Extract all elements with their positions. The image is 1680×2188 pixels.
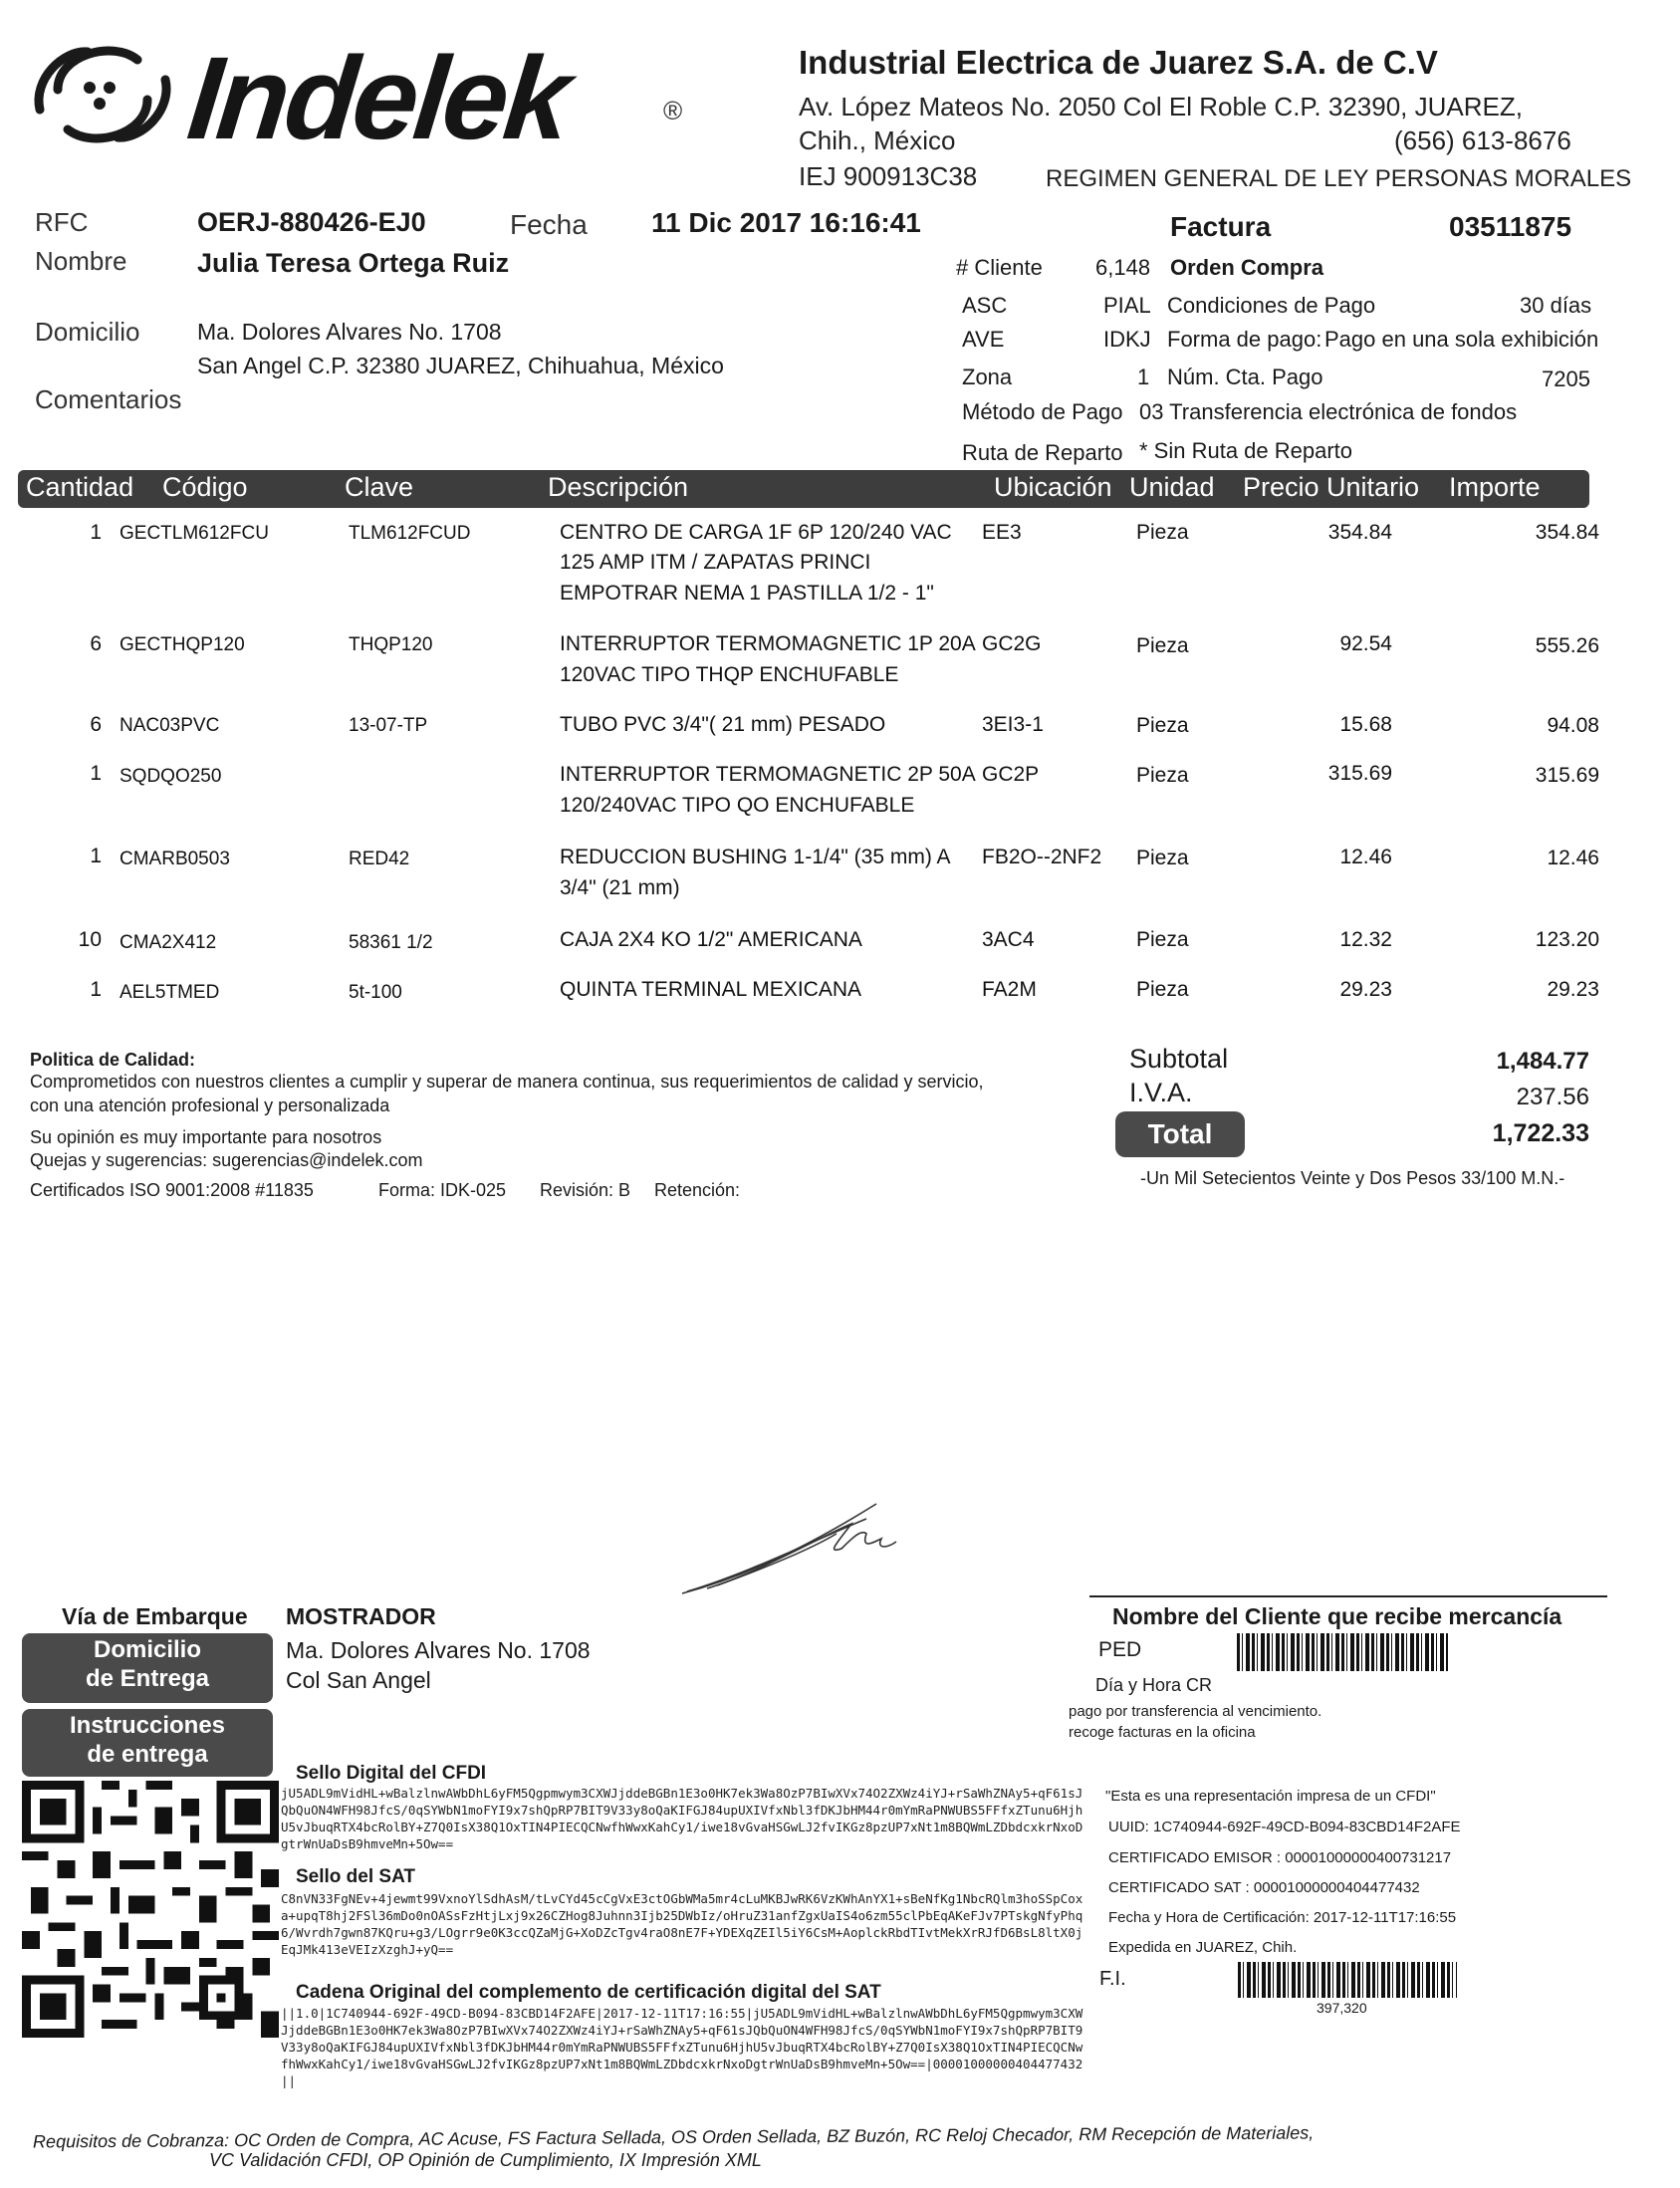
company-address-line1: Av. López Mateos No. 2050 Col El Roble C.P. 32390, JUAREZ,	[799, 92, 1523, 122]
policy-line4: Quejas y sugerencias: sugerencias@indelek.com	[30, 1150, 423, 1170]
row-precio: 12.46	[1339, 846, 1392, 868]
policy-line1: Comprometidos con nuestros clientes a cumplir y superar de manera continua, sus requerimientos de calidad y servicio,	[30, 1072, 984, 1092]
cliente-number: 6,148	[1095, 255, 1151, 280]
row-unidad: Pieza	[1136, 634, 1189, 657]
domicilio-entrega-line2: de Entrega	[85, 1665, 210, 1692]
fi-label: F.I.	[1099, 1968, 1126, 1990]
fi-barcode	[1238, 1962, 1457, 1998]
instrucciones-entrega-badge	[22, 1709, 273, 1777]
col-precio-unitario: Precio Unitario	[1243, 472, 1420, 502]
qr-code-icon	[22, 1781, 279, 2038]
customer-address-line1: Ma. Dolores Alvares No. 1708	[197, 319, 502, 345]
subtotal-label: Subtotal	[1129, 1044, 1229, 1074]
forma-pago-value: Pago en una sola exhibición	[1324, 327, 1599, 352]
subtotal-value: 1,484.77	[1496, 1048, 1589, 1075]
customer-rfc: OERJ-880426-EJ0	[197, 207, 426, 237]
row-ubicacion: 3EI3-1	[982, 713, 1044, 736]
comentarios-label: Comentarios	[35, 384, 182, 414]
signature-icon	[677, 1494, 916, 1603]
orden-compra-label: Orden Compra	[1170, 255, 1324, 280]
total-value: 1,722.33	[1492, 1119, 1589, 1147]
row-desc-line2: 120/240VAC TIPO QO ENCHUFABLE	[560, 794, 915, 817]
row-desc-line2: 3/4" (21 mm)	[560, 876, 680, 899]
customer-address-line2: San Angel C.P. 32380 JUAREZ, Chihuahua, México	[197, 353, 724, 378]
row-precio: 12.32	[1339, 928, 1392, 951]
customer-name: Julia Teresa Ortega Ruiz	[197, 248, 510, 278]
row-code: GECTHQP120	[120, 634, 245, 655]
metodo-value: 03 Transferencia electrónica de fondos	[1139, 399, 1518, 424]
company-logo-text: Indelek	[182, 33, 574, 164]
asc-label: ASC	[962, 293, 1008, 318]
shipping-address-line2: Col San Angel	[286, 1667, 431, 1693]
row-unidad: Pieza	[1136, 764, 1189, 787]
ave-value: IDKJ	[1103, 327, 1151, 352]
row-unidad: Pieza	[1136, 714, 1189, 737]
row-unidad: Pieza	[1136, 978, 1189, 1001]
row-qty: 1	[90, 521, 102, 544]
nombre-label: Nombre	[35, 246, 127, 276]
company-phone: (656) 613-8676	[1394, 125, 1571, 155]
row-code: AEL5TMED	[120, 982, 220, 1003]
policy-title: Politica de Calidad:	[30, 1050, 196, 1070]
row-importe: 123.20	[1535, 928, 1599, 951]
domicilio-label: Domicilio	[35, 317, 140, 347]
row-code: GECTLM612FCU	[120, 523, 269, 544]
col-unidad: Unidad	[1129, 472, 1215, 502]
row-code: SQDQO250	[120, 766, 222, 787]
col-ubicacion: Ubicación	[994, 472, 1112, 502]
instrucciones-line1: Instrucciones	[69, 1712, 226, 1739]
row-desc-line1: QUINTA TERMINAL MEXICANA	[560, 978, 861, 1001]
indelek-logo-icon	[18, 30, 197, 159]
row-importe: 555.26	[1535, 634, 1599, 657]
row-qty: 1	[90, 762, 102, 785]
row-ubicacion: GC2G	[982, 632, 1042, 655]
total-label: Total	[1115, 1111, 1245, 1157]
row-qty: 10	[78, 928, 102, 951]
row-importe: 94.08	[1547, 714, 1599, 737]
cuenta-label: Núm. Cta. Pago	[1167, 365, 1323, 389]
row-importe: 315.69	[1535, 764, 1599, 787]
row-qty: 6	[90, 713, 102, 736]
row-precio: 315.69	[1327, 762, 1392, 785]
col-codigo: Código	[162, 472, 248, 502]
domicilio-entrega-line1: Domicilio	[93, 1636, 201, 1663]
policy-line2: con una atención profesional y personalizada	[30, 1095, 390, 1115]
dia-hora-label: Día y Hora CR	[1095, 1675, 1213, 1695]
row-ubicacion: FA2M	[982, 978, 1037, 1001]
row-clave: 58361 1/2	[349, 932, 433, 953]
footer-line2: VC Validación CFDI, OP Opinión de Cumplimiento, IX Impresión XML	[209, 2150, 762, 2170]
row-desc-line2: 120VAC TIPO THQP ENCHUFABLE	[560, 663, 899, 686]
col-descripcion: Descripción	[548, 472, 689, 502]
row-desc-line3: EMPOTRAR NEMA 1 PASTILLA 1/2 - 1"	[560, 582, 934, 605]
row-precio: 15.68	[1339, 713, 1392, 736]
row-precio: 354.84	[1327, 521, 1392, 544]
receiver-note2: recoge facturas en la oficina	[1069, 1724, 1256, 1741]
iva-label: I.V.A.	[1129, 1078, 1193, 1107]
row-clave: THQP120	[349, 634, 433, 655]
via-embarque-value: MOSTRADOR	[286, 1603, 436, 1629]
row-code: CMARB0503	[120, 849, 230, 869]
row-importe: 354.84	[1535, 521, 1599, 544]
row-desc-line1: TUBO PVC 3/4"( 21 mm) PESADO	[560, 713, 886, 736]
cadena-original-value: ||1.0|1C740944-692F-49CD-B094-83CBD14F2AFE|2017-12-11T17:16:55|jU5ADL9mVidHL+wBalzlnwAWbDhL6yFM5Qgpmwym3CXWJjddeBGBn1E3o0HK7ek3Wa8OzP7BIwXVx74O2ZXWz4iYJ+rSaWhZNAy5+qF61sJQbQuON4WFH98JfcS/0qSYWbN1moFYI9x7shQpRP7BIT9V33y8oQaKIFGJ84upUXIVfxNbl3fDKJbHM44r0mYmRaPNWUBS5FFfxZTunu6HjhU5vJbuqRTX4bcRolBY+Z7Q0IsX38Q1OxTIN4PIECQCNwfhWwxKahCy1/iwe18vGvaHSGwLJ2fvIKGz8pzUP7xNt1m8BQWmLZDbdcxkrNxoDgtrWnUaDsB9hmveMn+5Ow==|00001000000404477432||	[281, 2006, 1083, 2088]
row-unidad: Pieza	[1136, 521, 1189, 544]
col-cantidad: Cantidad	[26, 472, 134, 502]
total-in-words: -Un Mil Setecientos Veinte y Dos Pesos 33/100 M.N.-	[1140, 1168, 1565, 1188]
company-address-line2: Chih., México	[799, 125, 956, 155]
iso-cert: Certificados ISO 9001:2008 #11835	[30, 1180, 314, 1200]
cliente-label: # Cliente	[956, 255, 1043, 280]
shipping-address-line1: Ma. Dolores Alvares No. 1708	[286, 1637, 591, 1663]
row-qty: 1	[90, 978, 102, 1001]
company-rfc: IEJ 900913C38	[799, 161, 978, 191]
row-clave: 13-07-TP	[349, 715, 428, 736]
fi-number: 397,320	[1317, 2000, 1367, 2016]
row-importe: 12.46	[1547, 847, 1599, 869]
sello-cfdi-value: jU5ADL9mVidHL+wBalzlnwAWbDhL6yFM5Qgpmwym3CXWJjddeBGBn1E3o0HK7ek3Wa8OzP7BIwXVx74O2ZXWz4iYJ+rSaWhZNAy5+qF61sJQbQuON4WFH98JfcS/0qSYWbN1moFYI9x7shQpRP7BIT9V33y8oQaKIFGJ84upUXIVfxNbl3fDKJbHM44r0mYmRaPNWUBS5FFfxZTunu6HjhU5vJbuqRTX4bcRolBY+Z7Q0IsX38Q1OxTIN4PIECQCNwfhWwxKahCy1/iwe18vGvaHSGwLJ2fvIKGz8pzUP7xNt1m8BQWmLZDbdcxkrNxoDgtrWnUaDsB9hmveMn+5Ow==	[281, 1786, 1083, 1851]
fecha-certificacion: Fecha y Hora de Certificación: 2017-12-11T17:16:55	[1108, 1909, 1457, 1926]
receiver-divider	[1089, 1595, 1607, 1597]
row-precio: 29.23	[1339, 978, 1392, 1001]
row-importe: 29.23	[1547, 978, 1599, 1001]
receiver-title: Nombre del Cliente que recibe mercancía	[1112, 1603, 1562, 1629]
zona-label: Zona	[962, 365, 1013, 389]
cfdi-uuid: UUID: 1C740944-692F-49CD-B094-83CBD14F2AFE	[1108, 1819, 1461, 1835]
row-clave: 5t-100	[349, 982, 402, 1003]
instrucciones-line2: de entrega	[87, 1741, 208, 1768]
row-unidad: Pieza	[1136, 847, 1189, 869]
row-clave: RED42	[349, 849, 410, 869]
row-desc-line2: 125 AMP ITM / ZAPATAS PRINCI	[560, 551, 871, 574]
forma-pago-label: Forma de pago:	[1167, 327, 1322, 352]
ave-label: AVE	[962, 327, 1005, 352]
row-desc-line1: REDUCCION BUSHING 1-1/4" (35 mm) A	[560, 846, 951, 868]
ruta-value: * Sin Ruta de Reparto	[1139, 438, 1353, 463]
zona-value: 1	[1137, 365, 1150, 389]
cert-sat: CERTIFICADO SAT : 00001000000404477432	[1108, 1879, 1420, 1896]
ruta-label: Ruta de Reparto	[962, 440, 1123, 465]
expedida-en: Expedida en JUAREZ, Chih.	[1108, 1939, 1298, 1956]
iva-value: 237.56	[1516, 1084, 1589, 1110]
condiciones-label: Condiciones de Pago	[1167, 293, 1376, 318]
row-ubicacion: FB2O--2NF2	[982, 846, 1102, 868]
cfdi-representation: "Esta es una representación impresa de un CFDI"	[1105, 1788, 1436, 1805]
ped-label: PED	[1098, 1638, 1142, 1661]
forma-code: Forma: IDK-025	[378, 1180, 507, 1200]
row-code: NAC03PVC	[120, 715, 220, 736]
row-desc-line1: CENTRO DE CARGA 1F 6P 120/240 VAC	[560, 521, 952, 544]
row-qty: 1	[90, 845, 102, 867]
row-unidad: Pieza	[1136, 928, 1189, 951]
rfc-label: RFC	[35, 207, 89, 237]
via-embarque-label: Vía de Embarque	[62, 1603, 248, 1629]
row-precio: 92.54	[1339, 632, 1392, 655]
footer-line1: Requisitos de Cobranza: OC Orden de Compra, AC Acuse, FS Factura Sellada, OS Orden Sellada, BZ Buzón, RC Reloj Checador, RM Recepción de Materiales,	[32, 2122, 1315, 2152]
sello-cfdi-label: Sello Digital del CFDI	[296, 1763, 487, 1784]
policy-line3: Su opinión es muy importante para nosotros	[30, 1127, 382, 1147]
row-qty: 6	[90, 632, 102, 655]
col-clave: Clave	[345, 472, 414, 502]
sello-sat-label: Sello del SAT	[296, 1866, 416, 1887]
row-desc-line1: CAJA 2X4 KO 1/2" AMERICANA	[560, 928, 862, 951]
company-name: Industrial Electrica de Juarez S.A. de C.V	[799, 44, 1438, 81]
cert-emisor: CERTIFICADO EMISOR : 00001000000400731217	[1108, 1849, 1452, 1866]
sello-sat-value: C8nVN33FgNEv+4jewmt99VxnoYlSdhAsM/tLvCYd45cCgVxE3ctOGbWMa5mr4cLuMKBJwRK6VzKWhAnYX1+sBeNfKg1NbcRQlm3hoSSpCoxa+upqT8hj2FSl36mDo0nOASsFzHtjLxj9x26CZHog8Juhnn3Ijb25DWbIz/oHruZ31anfZgxUaIS4o6zm55clPbEqAKeFJv7PTskgNfyPhq6/Wvrdh7gwn87KQru+g3/LOgrr9e0K3ccQZaMjG+XoDZcTgv4raO8nE7F+YDEXqZEIl5iY6CsM+AoplckRbdTIvtMekXrRJfD6BsL8ltX0jEqJMk413eVEIzXzghJ+yQ==	[281, 1891, 1083, 1957]
row-code: CMA2X412	[120, 932, 217, 953]
receiver-note1: pago por transferencia al vencimiento.	[1069, 1703, 1322, 1720]
cuenta-value: 7205	[1542, 366, 1590, 391]
fecha-label: Fecha	[510, 209, 588, 240]
condiciones-value: 30 días	[1520, 293, 1592, 318]
domicilio-entrega-badge	[22, 1633, 273, 1703]
asc-value: PIAL	[1103, 293, 1151, 318]
row-ubicacion: GC2P	[982, 763, 1040, 786]
row-desc-line1: INTERRUPTOR TERMOMAGNETIC 1P 20A	[560, 632, 976, 655]
invoice-date: 11 Dic 2017 16:16:41	[651, 207, 921, 238]
metodo-label: Método de Pago	[962, 399, 1123, 424]
company-regime: REGIMEN GENERAL DE LEY PERSONAS MORALES	[1046, 165, 1632, 192]
cadena-original-label: Cadena Original del complemento de certificación digital del SAT	[296, 1982, 881, 2003]
receiver-barcode	[1237, 1633, 1448, 1671]
retencion: Retención:	[654, 1180, 741, 1200]
row-ubicacion: EE3	[982, 521, 1022, 544]
row-desc-line1: INTERRUPTOR TERMOMAGNETIC 2P 50A	[560, 763, 976, 786]
revision: Revisión: B	[540, 1180, 631, 1200]
row-ubicacion: 3AC4	[982, 928, 1035, 951]
row-clave: TLM612FCUD	[349, 523, 471, 544]
col-importe: Importe	[1449, 472, 1541, 502]
registered-mark: ®	[663, 96, 683, 125]
factura-label: Factura	[1170, 211, 1272, 242]
invoice-number: 03511875	[1449, 211, 1572, 242]
